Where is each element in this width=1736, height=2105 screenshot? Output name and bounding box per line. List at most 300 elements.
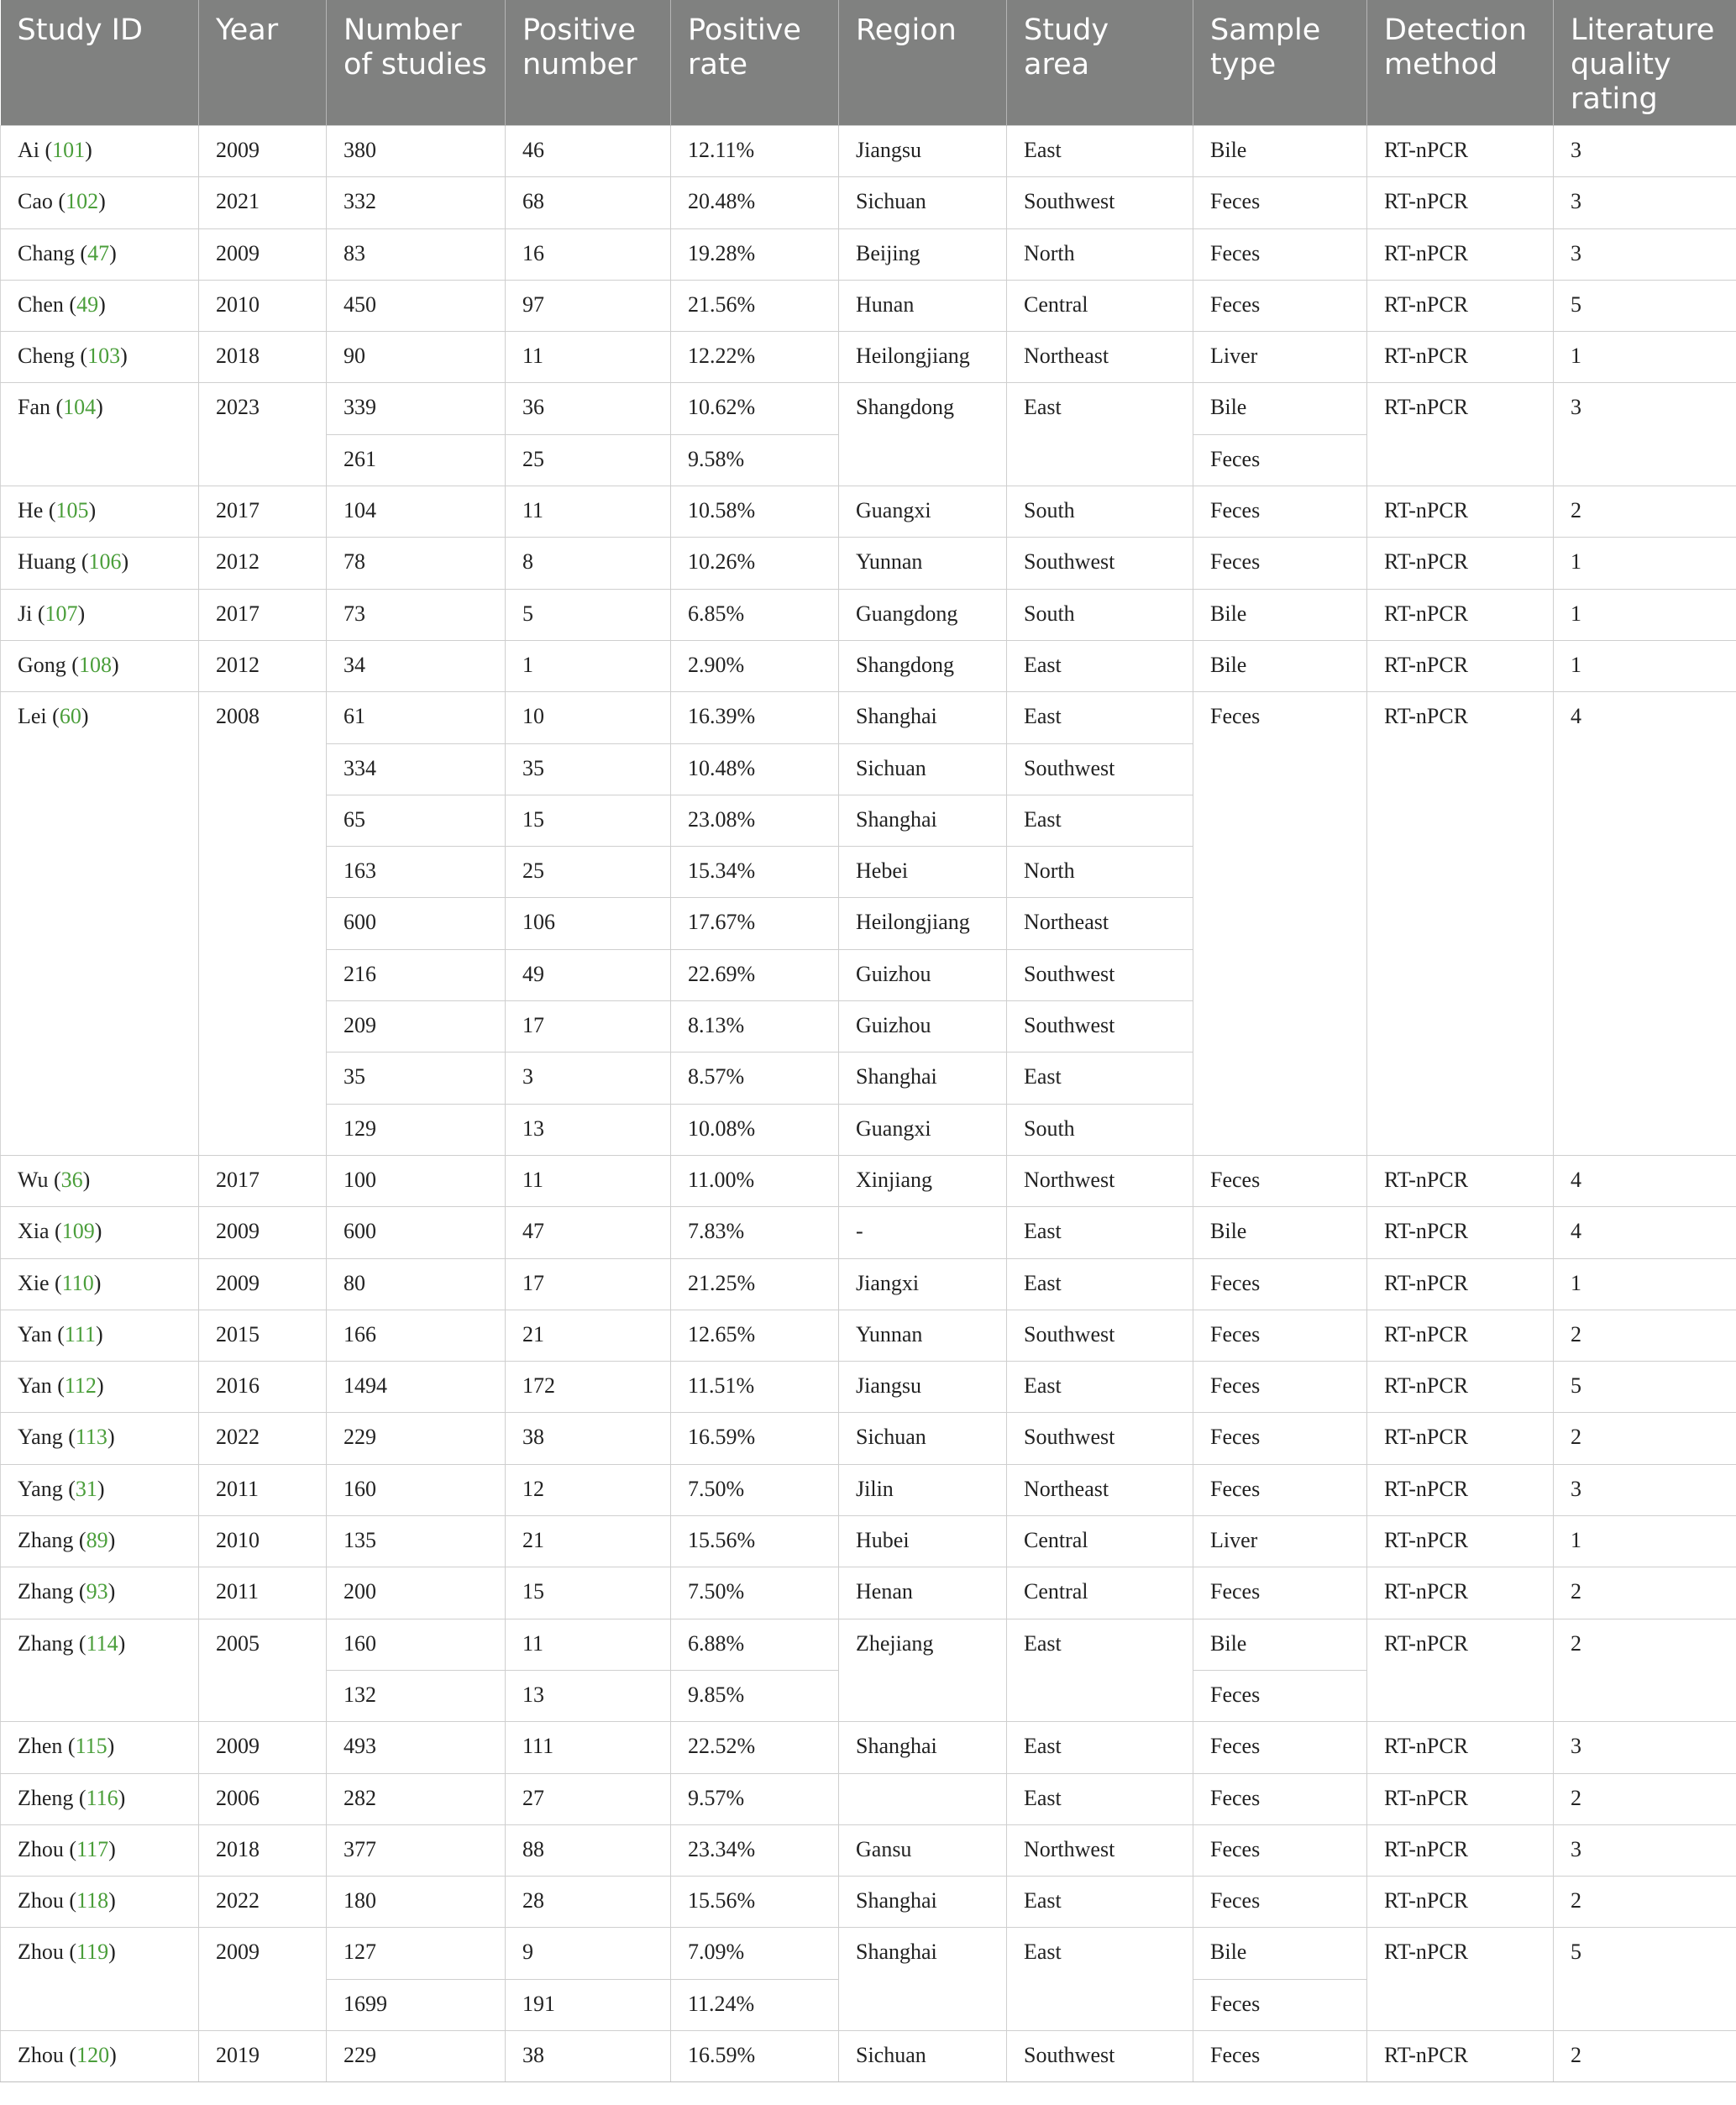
study-author: Cao: [18, 189, 53, 214]
positive-number-cell: 3: [506, 1052, 671, 1104]
positive-number-cell: 12: [506, 1464, 671, 1515]
positive-number-cell: 21: [506, 1310, 671, 1361]
reference-link[interactable]: 118: [76, 1888, 109, 1913]
header-study-area: Study area: [1007, 0, 1193, 126]
study-id-cell: [1, 486, 199, 538]
detection-method-cell: RT-nPCR: [1367, 640, 1554, 691]
positive-rate-cell: 10.26%: [671, 538, 839, 589]
region-cell: Zhejiang: [839, 1619, 1007, 1722]
positive-rate-cell: 10.62%: [671, 383, 839, 434]
table-row: [1, 280, 1736, 331]
positive-number-cell: 46: [506, 126, 671, 177]
table-row: [1, 1258, 1736, 1310]
positive-number-cell: 16: [506, 228, 671, 280]
reference-close-paren: ): [88, 498, 97, 523]
study-id-cell: [1, 228, 199, 280]
positive-rate-cell: 8.13%: [671, 1001, 839, 1052]
reference-link[interactable]: 103: [87, 344, 121, 369]
study-author: Chen: [18, 291, 64, 317]
positive-rate-cell: 21.56%: [671, 280, 839, 331]
quality-rating-cell: 3: [1554, 228, 1736, 280]
study-id-cell: [1, 1567, 199, 1619]
year-cell: 2009: [199, 228, 327, 280]
reference-open-paren: (: [73, 1630, 87, 1656]
region-cell: Beijing: [839, 228, 1007, 280]
study-area-cell: South: [1007, 589, 1193, 640]
sample-type-cell: Feces: [1193, 1773, 1367, 1824]
positive-rate-cell: 7.50%: [671, 1567, 839, 1619]
region-cell: Guizhou: [839, 1001, 1007, 1052]
region-cell: Yunnan: [839, 1310, 1007, 1361]
year-cell: 2008: [199, 692, 327, 1156]
study-author: Lei: [18, 704, 47, 729]
study-area-cell: East: [1007, 1773, 1193, 1824]
study-author: Yang: [18, 1425, 63, 1450]
detection-method-cell: RT-nPCR: [1367, 1155, 1554, 1206]
year-cell: 2009: [199, 1258, 327, 1310]
positive-rate-cell: 11.24%: [671, 1979, 839, 2030]
reference-close-paren: ): [97, 1476, 105, 1501]
reference-link[interactable]: 89: [86, 1528, 108, 1553]
quality-rating-cell: 1: [1554, 589, 1736, 640]
reference-open-paren: (: [76, 549, 89, 575]
quality-rating-cell: 3: [1554, 383, 1736, 486]
study-area-cell: East: [1007, 1928, 1193, 2031]
study-area-cell: East: [1007, 795, 1193, 846]
positive-rate-cell: 10.08%: [671, 1104, 839, 1155]
positive-rate-cell: 16.59%: [671, 2030, 839, 2081]
table-row: [1, 1567, 1736, 1619]
number-of-studies-cell: 61: [327, 692, 506, 743]
study-id-cell: [1, 1413, 199, 1464]
year-cell: 2017: [199, 486, 327, 538]
region-cell: Shanghai: [839, 1877, 1007, 1928]
positive-number-cell: 49: [506, 949, 671, 1000]
study-id-cell: [1, 1258, 199, 1310]
positive-number-cell: 36: [506, 383, 671, 434]
positive-rate-cell: 22.52%: [671, 1722, 839, 1773]
sample-type-cell: Feces: [1193, 1670, 1367, 1721]
study-id-cell: [1, 280, 199, 331]
study-area-cell: East: [1007, 1052, 1193, 1104]
table-row: [1, 1413, 1736, 1464]
number-of-studies-cell: 261: [327, 434, 506, 486]
reference-close-paren: ): [109, 2042, 117, 2067]
reference-link[interactable]: 109: [61, 1219, 95, 1244]
region-cell: Heilongjiang: [839, 898, 1007, 949]
reference-close-paren: ): [82, 1167, 91, 1192]
header-positive-rate: Positive rate: [671, 0, 839, 126]
number-of-studies-cell: 332: [327, 177, 506, 228]
region-cell: Shanghai: [839, 1052, 1007, 1104]
study-author: Zhou: [18, 1888, 64, 1913]
region-cell: [839, 1773, 1007, 1824]
positive-rate-cell: 9.57%: [671, 1773, 839, 1824]
region-cell: Sichuan: [839, 177, 1007, 228]
reference-close-paren: ): [94, 1219, 102, 1244]
region-cell: Sichuan: [839, 2030, 1007, 2081]
year-cell: 2006: [199, 1773, 327, 1824]
positive-rate-cell: 9.85%: [671, 1670, 839, 1721]
region-cell: Hebei: [839, 847, 1007, 898]
reference-open-paren: (: [49, 1219, 62, 1244]
detection-method-cell: RT-nPCR: [1367, 692, 1554, 1156]
positive-number-cell: 11: [506, 1619, 671, 1670]
study-area-cell: North: [1007, 847, 1193, 898]
positive-number-cell: 25: [506, 847, 671, 898]
positive-number-cell: 25: [506, 434, 671, 486]
study-area-cell: East: [1007, 1207, 1193, 1258]
number-of-studies-cell: 166: [327, 1310, 506, 1361]
reference-link[interactable]: 112: [64, 1373, 97, 1399]
positive-number-cell: 15: [506, 795, 671, 846]
reference-link[interactable]: 107: [45, 601, 78, 626]
reference-link[interactable]: 119: [76, 1940, 109, 1965]
number-of-studies-cell: 380: [327, 126, 506, 177]
positive-rate-cell: 12.11%: [671, 126, 839, 177]
study-author: Yang: [18, 1476, 63, 1501]
reference-open-paren: (: [51, 1373, 65, 1399]
year-cell: 2012: [199, 538, 327, 589]
study-author: Ji: [18, 601, 33, 626]
reference-link[interactable]: 104: [63, 395, 97, 420]
positive-rate-cell: 11.00%: [671, 1155, 839, 1206]
positive-rate-cell: 15.56%: [671, 1516, 839, 1567]
year-cell: 2017: [199, 1155, 327, 1206]
study-area-cell: South: [1007, 1104, 1193, 1155]
reference-link[interactable]: 106: [88, 549, 122, 575]
quality-rating-cell: 3: [1554, 126, 1736, 177]
reference-open-paren: (: [50, 395, 64, 420]
number-of-studies-cell: 209: [327, 1001, 506, 1052]
study-id-cell: [1, 538, 199, 589]
reference-link[interactable]: 60: [59, 704, 81, 729]
table-row: [1, 1310, 1736, 1361]
quality-rating-cell: 2: [1554, 1413, 1736, 1464]
reference-close-paren: ): [111, 652, 119, 677]
study-area-cell: East: [1007, 1258, 1193, 1310]
detection-method-cell: RT-nPCR: [1367, 177, 1554, 228]
study-author: Yan: [18, 1321, 52, 1346]
sample-type-cell: Bile: [1193, 1928, 1367, 1979]
positive-rate-cell: 11.51%: [671, 1362, 839, 1413]
header-year: Year: [199, 0, 327, 126]
number-of-studies-cell: 600: [327, 898, 506, 949]
study-id-cell: [1, 1155, 199, 1206]
number-of-studies-cell: 73: [327, 589, 506, 640]
reference-link[interactable]: 101: [52, 138, 86, 162]
table-row: [1, 1877, 1736, 1928]
quality-rating-cell: 3: [1554, 1464, 1736, 1515]
header-row: [1, 0, 1736, 126]
reference-link[interactable]: 47: [87, 240, 110, 265]
year-cell: 2019: [199, 2030, 327, 2081]
positive-rate-cell: 7.50%: [671, 1464, 839, 1515]
reference-close-paren: ): [96, 1373, 104, 1399]
study-author: Yan: [18, 1373, 52, 1399]
detection-method-cell: RT-nPCR: [1367, 1928, 1554, 2031]
region-cell: Shanghai: [839, 692, 1007, 743]
quality-rating-cell: 2: [1554, 486, 1736, 538]
study-author: Ai: [18, 138, 39, 162]
sample-type-cell: Feces: [1193, 1464, 1367, 1515]
positive-number-cell: 172: [506, 1362, 671, 1413]
quality-rating-cell: 2: [1554, 1877, 1736, 1928]
sample-type-cell: Feces: [1193, 1567, 1367, 1619]
study-area-cell: South: [1007, 486, 1193, 538]
table-row: [1, 1155, 1736, 1206]
quality-rating-cell: 2: [1554, 1310, 1736, 1361]
reference-link[interactable]: 114: [86, 1630, 118, 1656]
reference-link[interactable]: 111: [64, 1321, 96, 1346]
number-of-studies-cell: 282: [327, 1773, 506, 1824]
study-id-cell: [1, 589, 199, 640]
reference-link[interactable]: 105: [55, 498, 89, 523]
reference-close-paren: ): [107, 1734, 115, 1759]
reference-close-paren: ): [109, 240, 117, 265]
sample-type-cell: Feces: [1193, 1722, 1367, 1773]
study-area-cell: East: [1007, 126, 1193, 177]
sample-type-cell: Feces: [1193, 1877, 1367, 1928]
sample-type-cell: Liver: [1193, 332, 1367, 383]
number-of-studies-cell: 339: [327, 383, 506, 434]
reference-link[interactable]: 93: [86, 1579, 108, 1604]
detection-method-cell: RT-nPCR: [1367, 1413, 1554, 1464]
sample-type-cell: Feces: [1193, 486, 1367, 538]
number-of-studies-cell: 1699: [327, 1979, 506, 2030]
detection-method-cell: RT-nPCR: [1367, 1362, 1554, 1413]
reference-close-paren: ): [77, 601, 86, 626]
region-cell: Yunnan: [839, 538, 1007, 589]
study-author: Huang: [18, 549, 76, 575]
reference-link[interactable]: 120: [76, 2042, 110, 2067]
sample-type-cell: Feces: [1193, 228, 1367, 280]
positive-number-cell: 111: [506, 1722, 671, 1773]
sample-type-cell: Feces: [1193, 177, 1367, 228]
reference-link[interactable]: 31: [75, 1476, 97, 1501]
table-row: [1, 1824, 1736, 1876]
positive-number-cell: 13: [506, 1670, 671, 1721]
year-cell: 2005: [199, 1619, 327, 1722]
study-id-cell: [1, 1773, 199, 1824]
number-of-studies-cell: 600: [327, 1207, 506, 1258]
positive-number-cell: 5: [506, 589, 671, 640]
study-area-cell: Southwest: [1007, 538, 1193, 589]
region-cell: Shanghai: [839, 1928, 1007, 2031]
table-header: [1, 0, 1736, 126]
quality-rating-cell: 5: [1554, 1928, 1736, 2031]
region-cell: Heilongjiang: [839, 332, 1007, 383]
reference-close-paren: ): [108, 1888, 116, 1913]
quality-rating-cell: 1: [1554, 538, 1736, 589]
study-author: Fan: [18, 395, 50, 420]
detection-method-cell: RT-nPCR: [1367, 126, 1554, 177]
reference-open-paren: (: [46, 704, 60, 729]
positive-number-cell: 27: [506, 1773, 671, 1824]
sample-type-cell: Bile: [1193, 1207, 1367, 1258]
region-cell: Sichuan: [839, 743, 1007, 795]
region-cell: Guizhou: [839, 949, 1007, 1000]
reference-close-paren: ): [108, 1528, 116, 1553]
positive-number-cell: 11: [506, 486, 671, 538]
sample-type-cell: Feces: [1193, 1824, 1367, 1876]
number-of-studies-cell: 132: [327, 1670, 506, 1721]
quality-rating-cell: 1: [1554, 1516, 1736, 1567]
number-of-studies-cell: 229: [327, 1413, 506, 1464]
header-study-id: Study ID: [1, 0, 199, 126]
positive-rate-cell: 9.58%: [671, 434, 839, 486]
sample-type-cell: Bile: [1193, 589, 1367, 640]
reference-close-paren: ): [108, 1836, 116, 1861]
quality-rating-cell: 4: [1554, 1207, 1736, 1258]
positive-number-cell: 47: [506, 1207, 671, 1258]
quality-rating-cell: 2: [1554, 1619, 1736, 1722]
study-author: Zhou: [18, 2042, 64, 2067]
reference-link[interactable]: 115: [75, 1734, 108, 1759]
table-row: [1, 1928, 1736, 1979]
positive-number-cell: 1: [506, 640, 671, 691]
sample-type-cell: Bile: [1193, 383, 1367, 434]
number-of-studies-cell: 229: [327, 2030, 506, 2081]
study-id-cell: [1, 1362, 199, 1413]
study-area-cell: Central: [1007, 1567, 1193, 1619]
study-author: Gong: [18, 652, 66, 677]
reference-link[interactable]: 116: [86, 1785, 118, 1810]
table-row: [1, 1722, 1736, 1773]
study-id-cell: [1, 126, 199, 177]
detection-method-cell: RT-nPCR: [1367, 1464, 1554, 1515]
study-id-cell: [1, 1207, 199, 1258]
study-area-cell: Southwest: [1007, 1001, 1193, 1052]
reference-link[interactable]: 102: [66, 189, 99, 214]
reference-link[interactable]: 113: [75, 1425, 108, 1450]
positive-number-cell: 10: [506, 692, 671, 743]
positive-number-cell: 11: [506, 332, 671, 383]
positive-number-cell: 13: [506, 1104, 671, 1155]
sample-type-cell: Feces: [1193, 538, 1367, 589]
detection-method-cell: RT-nPCR: [1367, 538, 1554, 589]
number-of-studies-cell: 180: [327, 1877, 506, 1928]
number-of-studies-cell: 80: [327, 1258, 506, 1310]
reference-close-paren: ): [85, 138, 92, 162]
table-row: [1, 1207, 1736, 1258]
reference-link[interactable]: 108: [78, 652, 112, 677]
quality-rating-cell: 2: [1554, 1567, 1736, 1619]
quality-rating-cell: 1: [1554, 332, 1736, 383]
sample-type-cell: Feces: [1193, 1155, 1367, 1206]
study-area-cell: East: [1007, 1619, 1193, 1722]
positive-rate-cell: 6.88%: [671, 1619, 839, 1670]
detection-method-cell: RT-nPCR: [1367, 1516, 1554, 1567]
study-id-cell: [1, 383, 199, 486]
detection-method-cell: RT-nPCR: [1367, 1567, 1554, 1619]
positive-number-cell: 191: [506, 1979, 671, 2030]
study-id-cell: [1, 1824, 199, 1876]
study-id-cell: [1, 1516, 199, 1567]
region-cell: Hunan: [839, 280, 1007, 331]
positive-number-cell: 97: [506, 280, 671, 331]
study-area-cell: Southwest: [1007, 949, 1193, 1000]
region-cell: Jiangsu: [839, 126, 1007, 177]
quality-rating-cell: 1: [1554, 640, 1736, 691]
header-positive-number: Positive number: [506, 0, 671, 126]
number-of-studies-cell: 450: [327, 280, 506, 331]
detection-method-cell: RT-nPCR: [1367, 1722, 1554, 1773]
table-row: [1, 486, 1736, 538]
region-cell: -: [839, 1207, 1007, 1258]
region-cell: Sichuan: [839, 1413, 1007, 1464]
number-of-studies-cell: 78: [327, 538, 506, 589]
study-id-cell: [1, 1464, 199, 1515]
reference-close-paren: ): [98, 189, 106, 214]
study-id-cell: [1, 332, 199, 383]
study-area-cell: North: [1007, 228, 1193, 280]
reference-link[interactable]: 36: [60, 1167, 83, 1192]
reference-open-paren: (: [52, 189, 66, 214]
table-row: [1, 228, 1736, 280]
region-cell: Shanghai: [839, 795, 1007, 846]
sample-type-cell: Feces: [1193, 280, 1367, 331]
reference-close-paren: ): [120, 344, 128, 369]
positive-rate-cell: 15.34%: [671, 847, 839, 898]
study-area-cell: East: [1007, 1877, 1193, 1928]
year-cell: 2010: [199, 1516, 327, 1567]
number-of-studies-cell: 90: [327, 332, 506, 383]
study-area-cell: East: [1007, 1362, 1193, 1413]
quality-rating-cell: 3: [1554, 1722, 1736, 1773]
reference-link[interactable]: 49: [76, 291, 99, 317]
region-cell: Guangxi: [839, 486, 1007, 538]
detection-method-cell: RT-nPCR: [1367, 280, 1554, 331]
table-row: [1, 692, 1736, 743]
study-id-cell: [1, 2030, 199, 2081]
table-row: [1, 538, 1736, 589]
positive-rate-cell: 20.48%: [671, 177, 839, 228]
table-row: [1, 640, 1736, 691]
reference-close-paren: ): [95, 1321, 103, 1346]
positive-number-cell: 15: [506, 1567, 671, 1619]
detection-method-cell: RT-nPCR: [1367, 1310, 1554, 1361]
reference-link[interactable]: 110: [61, 1270, 94, 1295]
table-row: [1, 1773, 1736, 1824]
header-sample-type: Sample type: [1193, 0, 1367, 126]
table-row: [1, 1362, 1736, 1413]
number-of-studies-cell: 493: [327, 1722, 506, 1773]
reference-open-paren: (: [62, 1476, 76, 1501]
region-cell: Jilin: [839, 1464, 1007, 1515]
table-row: [1, 1619, 1736, 1670]
year-cell: 2012: [199, 640, 327, 691]
reference-open-paren: (: [39, 138, 53, 162]
reference-open-paren: (: [43, 498, 56, 523]
study-id-cell: [1, 692, 199, 1156]
detection-method-cell: RT-nPCR: [1367, 1877, 1554, 1928]
reference-link[interactable]: 117: [76, 1836, 109, 1861]
detection-method-cell: RT-nPCR: [1367, 228, 1554, 280]
reference-close-paren: ): [96, 395, 103, 420]
table-body: [1, 126, 1736, 2082]
sample-type-cell: Bile: [1193, 1619, 1367, 1670]
positive-number-cell: 88: [506, 1824, 671, 1876]
table-row: [1, 1464, 1736, 1515]
study-id-cell: [1, 177, 199, 228]
sample-type-cell: Bile: [1193, 640, 1367, 691]
detection-method-cell: RT-nPCR: [1367, 589, 1554, 640]
study-id-cell: [1, 1310, 199, 1361]
reference-close-paren: ): [118, 1785, 126, 1810]
positive-number-cell: 9: [506, 1928, 671, 1979]
number-of-studies-cell: 200: [327, 1567, 506, 1619]
